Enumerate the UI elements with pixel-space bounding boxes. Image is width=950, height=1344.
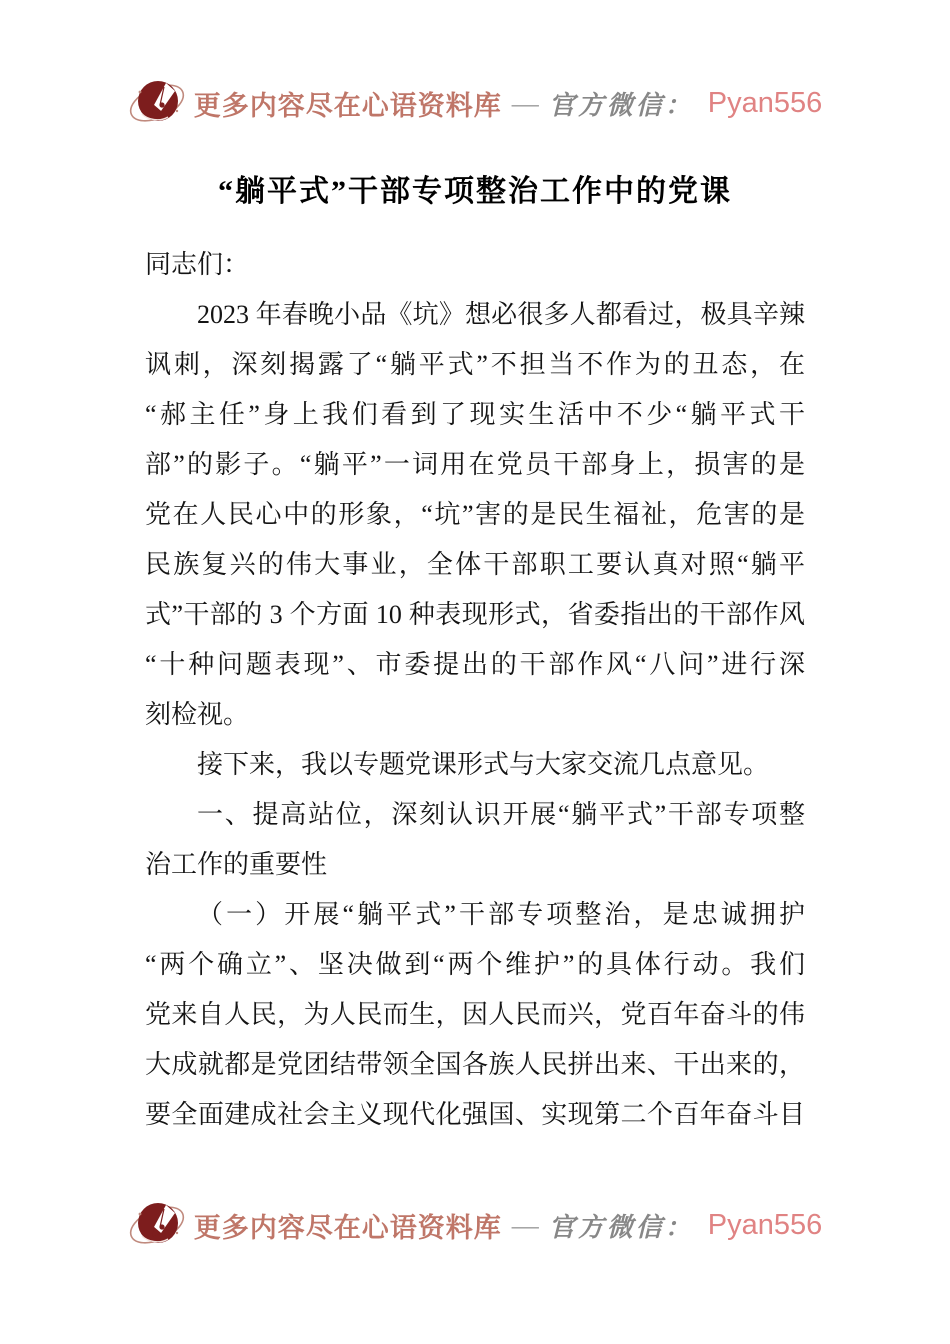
text-line: 一、提高站位，深刻认识开展“躺平式”干部专项整 xyxy=(197,800,805,829)
pen-nib-logo-icon xyxy=(128,1196,186,1254)
document-body xyxy=(145,240,805,1140)
brand-text: 更多内容尽在心语资料库 xyxy=(193,90,502,121)
text-line: “两个确立”、坚决做到“两个维护”的具体行动。我们 xyxy=(145,950,805,979)
text-line: 党在人民心中的形象，“坑”害的是民生福祉，危害的是 xyxy=(145,500,805,529)
footer-watermark xyxy=(0,1196,950,1254)
brand-dash: — xyxy=(511,1209,539,1240)
text-line: 同志们： xyxy=(145,250,250,279)
text-line: 部”的影子。“躺平”一词用在党员干部身上，损害的是 xyxy=(145,450,805,479)
wechat-label: 官方微信： xyxy=(548,90,694,120)
wechat-id: Pyan556 xyxy=(707,1208,823,1241)
text-line: 民族复兴的伟大事业，全体干部职工要认真对照“躺平 xyxy=(145,550,805,579)
wechat-label: 官方微信： xyxy=(548,1212,694,1242)
text-line: （一）开展“躺平式”干部专项整治，是忠诚拥护 xyxy=(197,900,805,929)
header-watermark xyxy=(0,74,950,132)
text-line: 大成就都是党团结带领全国各族人民拼出来、干出来的， xyxy=(145,1050,805,1079)
text-line: 讽刺，深刻揭露了“躺平式”不担当不作为的丑态，在 xyxy=(145,350,805,379)
page-title: “躺平式”干部专项整治工作中的党课 xyxy=(218,175,732,208)
text-line: 2023 年春晚小品《坑》想必很多人都看过，极具辛辣 xyxy=(197,300,805,329)
text-line: 党来自人民，为人民而生，因人民而兴，党百年奋斗的伟 xyxy=(145,1000,805,1029)
pen-nib-logo-icon xyxy=(128,74,186,132)
text-line: 接下来，我以专题党课形式与大家交流几点意见。 xyxy=(197,750,770,779)
brand-text: 更多内容尽在心语资料库 xyxy=(193,1212,502,1243)
wechat-id: Pyan556 xyxy=(707,86,823,119)
text-line: 式”干部的 3 个方面 10 种表现形式，省委指出的干部作风 xyxy=(145,600,805,629)
text-line: “十种问题表现”、市委提出的干部作风“八问”进行深 xyxy=(145,650,805,679)
text-line: 刻检视。 xyxy=(145,700,250,729)
text-line: “郝主任”身上我们看到了现实生活中不少“躺平式干 xyxy=(145,400,805,429)
text-line: 要全面建成社会主义现代化强国、实现第二个百年奋斗目 xyxy=(145,1100,805,1129)
brand-dash: — xyxy=(511,87,539,118)
text-line: 治工作的重要性 xyxy=(145,850,328,879)
